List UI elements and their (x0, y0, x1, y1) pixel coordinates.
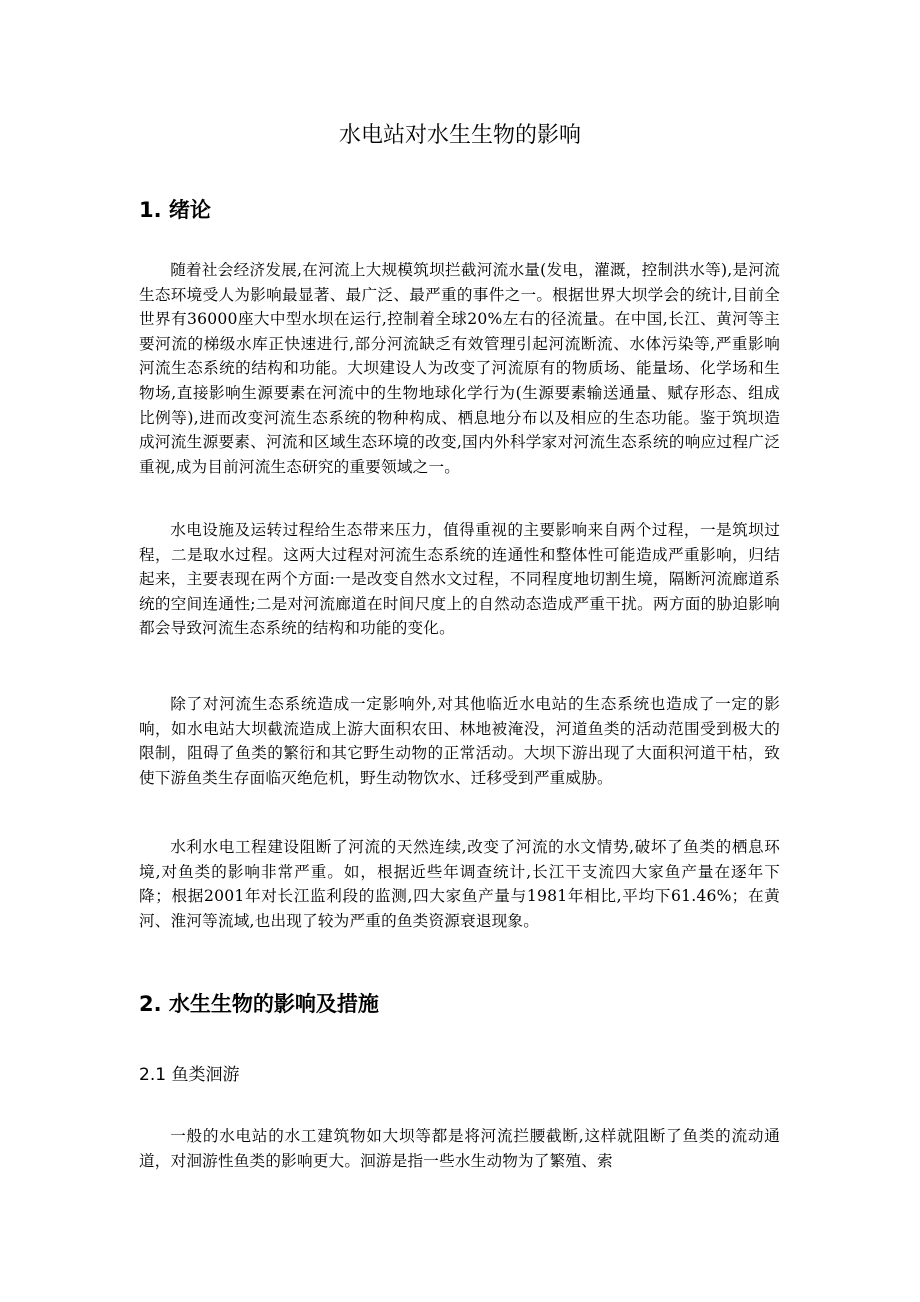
paragraph-fish-migration-1: 一般的水电站的水工建筑物如大坝等都是将河流拦腰截断,这样就阻断了鱼类的流动通道，对洄游性鱼类的影响更大。洄游是指一些水生动物为了繁殖、索 (139, 1127, 780, 1170)
document-title: 水电站对水生生物的影响 (338, 123, 581, 148)
paragraph-intro-3: 除了对河流生态系统造成一定影响外,对其他临近水电站的生态系统也造成了一定的影响，如水电站大坝截流造成上游大面积农田、林地被淹没，河道鱼类的活动范围受到极大的限制，阻碍了鱼类的繁衍和其它野生动物的正常活动。大坝下游出现了大面积河道干枯，致使下游鱼类生存面临灭绝危机，野生动物饮水、迁移受到严重威胁。 (139, 695, 780, 787)
paragraph-intro-1: 随着社会经济发展,在河流上大规模筑坝拦截河流水量(发电，灌溉，控制洪水等),是河流生态环境受人为影响最显著、最广泛、最严重的事件之一。根据世界大坝学会的统计,目前全世界有36000座大中型水坝在运行,控制着全球20%左右的径流量。在中国,长江、黄河等主要河流的梯级水库正快速进行,部分河流缺乏有效管理引起河流断流、水体污染等,严重影响河流生态系统的结构和功能。大坝建设人为改变了河流原有的物质场、能量场、化学场和生物场,直接影响生源要素在河流中的生物地球化学行为(生源要素输送通量、赋存形态、组成比例等),进而改变河流生态系统的物种构成、栖息地分布以及相应的生态功能。鉴于筑坝造成河流生源要素、河流和区域生态环境的改变,国内外科学家对河流生态系统的响应过程广泛重视,成为目前河流生态研究的重要领域之一。 (139, 261, 780, 476)
paragraph-intro-2: 水电设施及运转过程给生态带来压力，值得重视的主要影响来自两个过程，一是筑坝过程，二是取水过程。这两大过程对河流生态系统的连通性和整体性可能造成严重影响，归结起来，主要表现在两个方面:一是改变自然水文过程，不同程度地切割生境，隔断河流廊道系统的空间连通性;二是对河流廊道在时间尺度上的自然动态造成严重干扰。两方面的胁迫影响都会导致河流生态系统的结构和功能的变化。 (139, 521, 780, 638)
section-heading-introduction: 1. 绪论 (139, 198, 211, 222)
paragraph-intro-4: 水利水电工程建设阻断了河流的天然连续,改变了河流的水文情势,破坏了鱼类的栖息环境,对鱼类的影响非常严重。如，根据近些年调查统计,长江干支流四大家鱼产量在逐年下降；根据2001年对长江监利段的监测,四大家鱼产量与1981年相比,平均下61.46%；在黄河、淮河等流域,也出现了较为严重的鱼类资源衰退现象。 (139, 838, 780, 930)
section-heading-aquatic: 2. 水生生物的影响及措施 (139, 992, 379, 1016)
subsection-heading-fish-migration: 2.1 鱼类洄游 (139, 1065, 240, 1085)
